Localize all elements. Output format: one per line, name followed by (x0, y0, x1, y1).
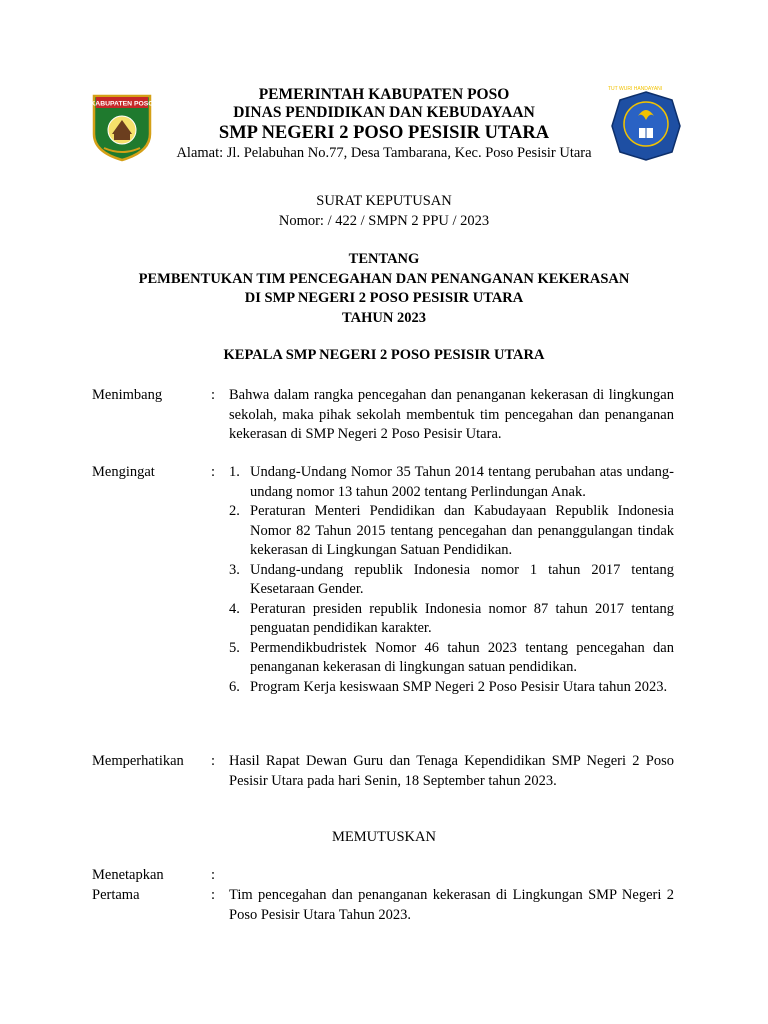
list-item (229, 463, 674, 502)
mengingat-label: Mengingat (92, 464, 155, 480)
kabupaten-poso-logo (90, 90, 154, 162)
decree-heading (0, 192, 768, 231)
kop-line-dinas: DINAS PENDIDIKAN DAN KEBUDAYAAN (233, 104, 535, 121)
pertama-label: Pertama (92, 887, 140, 903)
decree-number: Nomor: / 422 / SMPN 2 PPU / 2023 (278, 212, 490, 229)
kop-line-pemerintah: PEMERINTAH KABUPATEN POSO (258, 86, 510, 103)
logo-left-text: KABUPATEN POSO (90, 100, 154, 108)
list-item (229, 561, 674, 600)
memperhatikan-colon: : (211, 753, 216, 769)
list-item-text: Peraturan Menteri Pendidikan dan Kabudayaan Republik Indonesia Nomor 82 Tahun 2015 tentang pencegahan dan penanggulangan tindak kekerasan di Lingkungan Satuan Pendidikan. (250, 503, 674, 558)
list-item-text: Permendikbudristek Nomor 46 tahun 2023 tentang pencegahan dan penanganan kekerasan di lingkungan satuan pendidikan. (250, 639, 674, 675)
list-item-number: 5. (229, 639, 240, 656)
pertama-text: Tim pencegahan dan penanganan kekerasan di Lingkungan SMP Negeri 2 Poso Pesisir Utara Tahun 2023. (229, 887, 674, 923)
list-item (229, 678, 674, 698)
kop-line-address: Alamat: Jl. Pelabuhan No.77, Desa Tambarana, Kec. Poso Pesisir Utara (176, 145, 592, 161)
decree-title: SURAT KEPUTUSAN (316, 193, 452, 209)
list-item-number: 6. (229, 678, 240, 695)
subject-year: TAHUN 2023 (342, 309, 426, 326)
memperhatikan-label: Memperhatikan (92, 753, 184, 769)
list-item-text: Undang-Undang Nomor 35 Tahun 2014 tentang perubahan atas undang-undang nomor 13 tahun 2002 tentang Perlindungan Anak. (250, 464, 674, 500)
menimbang-text: Bahwa dalam rangka pencegahan dan penanganan kekerasan di lingkungan sekolah, maka pihak sekolah membentuk tim pencegahan dan penanganan kekerasan di SMP Negeri 2 Poso Pesisir Utara. (229, 387, 674, 442)
menimbang-label: Menimbang (92, 387, 163, 403)
subject-line-2: DI SMP NEGERI 2 POSO PESISIR UTARA (244, 290, 524, 306)
logo-right-text: TUT WURI HANDAYANI (608, 86, 663, 92)
menimbang-colon: : (211, 387, 216, 403)
kop-line-school: SMP NEGERI 2 POSO PESISIR UTARA (218, 123, 550, 143)
memperhatikan-text: Hasil Rapat Dewan Guru dan Tenaga Kependidikan SMP Negeri 2 Poso Pesisir Utara pada hari Senin, 18 September tahun 2023. (229, 753, 674, 789)
list-item-number: 4. (229, 600, 240, 617)
memutuskan-heading: MEMUTUSKAN (332, 829, 436, 845)
menetapkan-colon: : (211, 867, 216, 883)
tut-wuri-handayani-logo (608, 86, 684, 162)
list-item-text: Program Kerja kesiswaan SMP Negeri 2 Poso Pesisir Utara tahun 2023. (250, 678, 668, 695)
list-item (229, 600, 674, 639)
list-item (229, 502, 674, 561)
list-item-number: 3. (229, 561, 240, 578)
subject-line-1: PEMBENTUKAN TIM PENCEGAHAN DAN PENANGANAN KEKERASAN (138, 270, 630, 287)
subject-tentang: TENTANG (348, 251, 420, 267)
letterhead (150, 86, 618, 162)
list-item-number: 1. (229, 464, 240, 480)
list-item (229, 639, 674, 678)
pertama-colon: : (211, 887, 216, 903)
decree-subject (0, 250, 768, 328)
list-item-text: Undang-undang republik Indonesia nomor 1 tahun 2017 tentang Kesetaraan Gender. (250, 561, 674, 597)
list-item-text: Peraturan presiden republik Indonesia nomor 87 tahun 2017 tentang penguatan pendidikan karakter. (250, 600, 674, 636)
mengingat-list (229, 463, 674, 697)
menetapkan-label: Menetapkan (92, 867, 164, 883)
mengingat-colon: : (211, 464, 216, 480)
list-item-number: 2. (229, 503, 240, 519)
issuer-heading: KEPALA SMP NEGERI 2 POSO PESISIR UTARA (223, 347, 545, 363)
